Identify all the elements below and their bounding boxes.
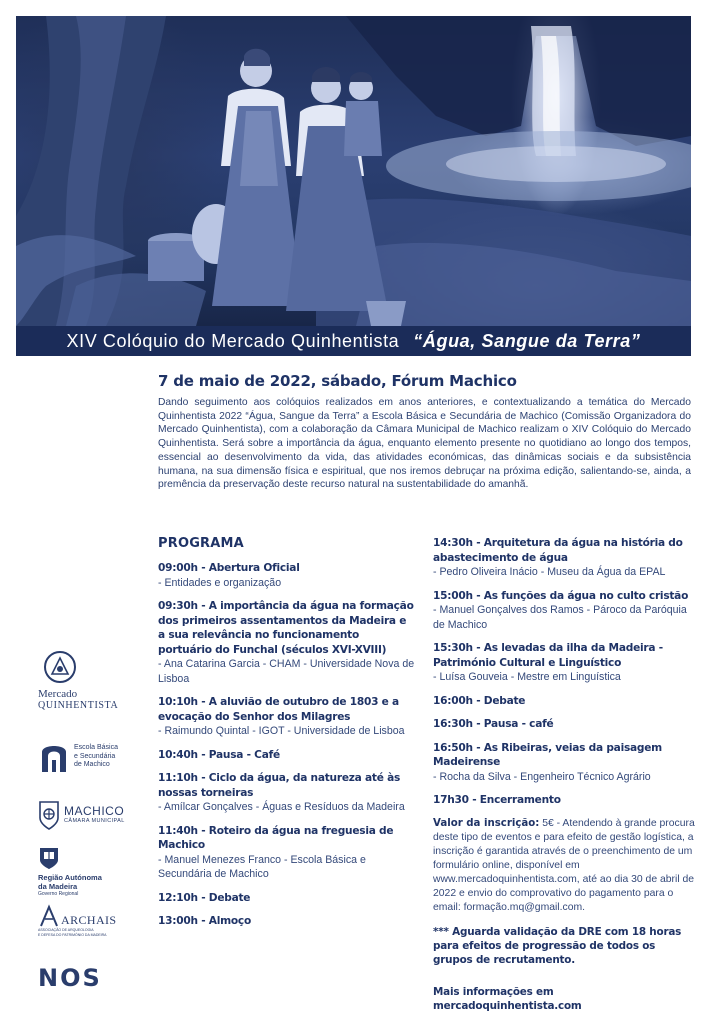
program-item	[433, 694, 695, 709]
program-left-column	[158, 536, 416, 938]
program-heading: PROGRAMA	[158, 536, 244, 551]
mercado-quinhentista-logo	[38, 650, 138, 712]
program-item-title: 11:40h - Roteiro da água na freguesia de Machico	[158, 824, 394, 851]
program-item-title: 10:40h - Pausa - Café	[158, 748, 280, 761]
escola-logo-line3: de Machico	[74, 761, 110, 769]
registration-info	[433, 817, 695, 915]
mercado-emblem-icon	[42, 650, 78, 684]
program-item-title: 16:50h - As Ribeiras, veias da paisagem Madeirense	[433, 741, 662, 768]
program-item-title: 13:00h - Almoço	[158, 915, 251, 927]
program-item-title: 15:00h - As funções da água no culto cristão	[433, 589, 689, 602]
madeira-logo-line2: da Madeira	[38, 881, 78, 891]
madeira-logo-line3: Governo Regional	[38, 891, 79, 897]
program-item-title: 14:30h - Arquitetura da água na história do abastecimento de água	[433, 537, 683, 564]
escola-emblem-icon	[38, 740, 70, 774]
program-item	[158, 695, 416, 739]
machico-logo	[38, 800, 138, 830]
program-item-speaker: - Manuel Gonçalves dos Ramos - Pároco da Paróquia de Machico	[433, 604, 687, 631]
machico-logo-line1: MACHICO	[64, 804, 125, 818]
program-item	[158, 891, 416, 906]
program-item	[433, 741, 695, 785]
program-item-title: 09:30h - A importância da água na formação dos primeiros assentamentos da Madeira e a sua relevância no funcionamento portuário do Funchal (séculos XVI-XVIII)	[158, 600, 414, 656]
more-info: Mais informações em mercadoquinhentista.com	[433, 985, 582, 1012]
machico-crest-icon	[38, 800, 60, 830]
program-item	[433, 589, 695, 633]
program-item-speaker: - Ana Catarina Garcia - CHAM - Universidade Nova de Lisboa	[158, 658, 415, 685]
title-band	[16, 326, 691, 356]
archais-emblem-icon	[38, 904, 60, 928]
program-item	[158, 771, 416, 815]
registration-text: 5€ - Atendendo à grande procura deste tipo de eventos e para efeito de gestão logística, a inscrição é garantida através de o preenchimento de um formulário online, disponível em www.mercadoquinhentista.com, até ao dia 30 de abril de 2022 e envio do comprovativo do pagamento para o email: formação.mq@gmail.com.	[433, 817, 695, 913]
program-item-title: 15:30h - As levadas da ilha da Madeira - Património Cultural e Linguístico	[433, 642, 663, 669]
nos-logo	[38, 964, 138, 992]
escola-logo	[38, 740, 138, 774]
program-item	[158, 914, 416, 929]
escola-logo-line1: Escola Básica	[74, 744, 118, 752]
archais-logo-line2: ASSOCIAÇÃO DE ARQUEOLOGIA	[38, 928, 94, 932]
madeira-crest-icon	[38, 846, 60, 870]
machico-logo-line2: CÂMARA MUNICIPAL	[64, 818, 125, 824]
program-right-column	[433, 536, 695, 1013]
event-date: 7 de maio de 2022, sábado, Fórum Machico	[158, 372, 517, 390]
validation-note: *** Aguarda validação da DRE com 18 horas para efeitos de progressão de todos os grupos de recrutamento.	[433, 925, 682, 966]
program-item-title: 17h30 - Encerramento	[433, 794, 561, 806]
archais-logo-line3: E DEFESA DO PATRIMÓNIO DA MADEIRA	[38, 932, 107, 937]
program-item	[158, 748, 416, 763]
nos-logo-text: NOS	[38, 964, 102, 992]
madeira-logo-line1: Região Autónoma	[38, 873, 102, 882]
program-item-title: 12:10h - Debate	[158, 891, 251, 904]
program-item	[158, 824, 416, 882]
archais-logo-line1: ARCHAIS	[61, 913, 117, 927]
event-theme: “Água, Sangue da Terra”	[413, 330, 641, 351]
registration-label: Valor da inscrição:	[433, 817, 540, 829]
program-item-speaker: - Entidades e organização	[158, 576, 282, 589]
mercado-logo-line1: Mercado	[38, 688, 78, 700]
hero-illustration	[16, 16, 691, 326]
program-item-speaker: - Amílcar Gonçalves - Águas e Resíduos da Madeira	[158, 801, 405, 813]
program-item-title: 11:10h - Ciclo da água, da natureza até às nossas torneiras	[158, 772, 401, 799]
program-item-title: 16:00h - Debate	[433, 694, 526, 707]
program-item-speaker: - Rocha da Silva - Engenheiro Técnico Agrário	[433, 770, 651, 783]
program-item-title: 10:10h - A aluvião de outubro de 1803 e a evocação do Senhor dos Milagres	[158, 696, 399, 723]
program-item	[433, 717, 695, 732]
madeira-logo	[38, 846, 138, 897]
hero-photo	[16, 16, 691, 326]
program-item-speaker: - Pedro Oliveira Inácio - Museu da Água da EPAL	[433, 566, 666, 578]
program-item	[433, 793, 695, 808]
intro-paragraph: Dando seguimento aos colóquios realizados em anos anteriores, e contextualizando a temática do Mercado Quinhentista 2022 “Água, Sangue da Terra” a Escola Básica e Secundária de Machico (Comissão Organizadora do Mercado Quinhentista), com a colaboração da Câmara Municipal de Machico realizam o XIV Colóquio do Mercado Quinhentista. Será sobre a importância da água, enquanto elemento presente no quotidiano ao longo dos tempos, essencial ao desenvolvimento da vida, das atividades económicas, das dinâmicas sociais e da subsistência humana, na sua dimensão física e espiritual, que nos iremos debruçar na próxima edição, salientando-se, ainda, a premência da preservação deste recurso natural na sustentabilidade do amanhã.	[158, 397, 691, 491]
program-item	[433, 641, 695, 685]
escola-logo-line2: e Secundária	[74, 752, 116, 760]
program-item-speaker: - Luísa Gouveia - Mestre em Linguística	[433, 671, 621, 683]
program-item-speaker: - Raimundo Quintal - IGOT - Universidade de Lisboa	[158, 725, 405, 737]
program-item	[158, 599, 416, 686]
program-item-speaker: - Manuel Menezes Franco - Escola Básica e Secundária de Machico	[158, 853, 366, 880]
program-item	[433, 536, 695, 580]
program-item-title: 16:30h - Pausa - café	[433, 718, 554, 730]
program-item	[158, 561, 416, 590]
event-title: XIV Colóquio do Mercado Quinhentista	[66, 330, 400, 351]
archais-logo	[38, 904, 138, 937]
program-item-title: 09:00h - Abertura Oficial	[158, 562, 300, 574]
mercado-logo-line2: QUINHENTISTA	[38, 700, 119, 711]
